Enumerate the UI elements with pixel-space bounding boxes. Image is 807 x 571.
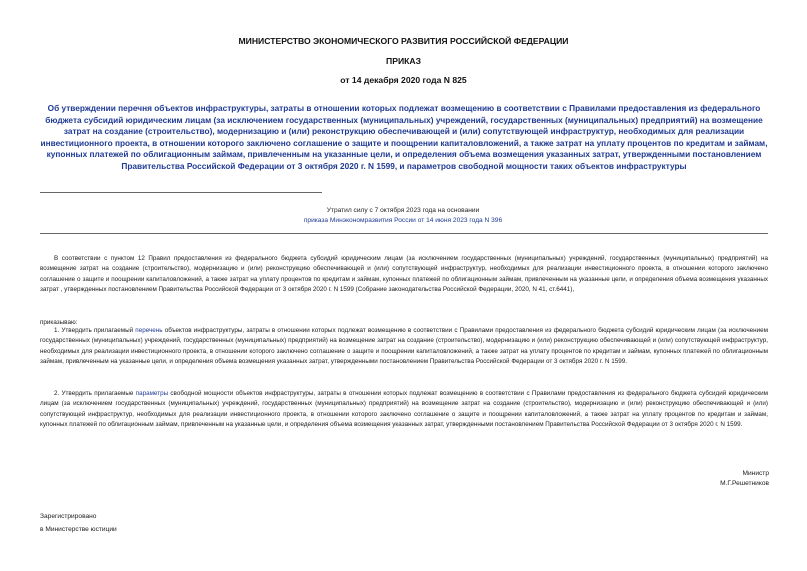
- registration-line-1: Зарегистрировано: [40, 513, 97, 520]
- item-2-paragraph: [40, 389, 768, 430]
- divider-short: [40, 192, 322, 193]
- item-1-paragraph: [40, 326, 768, 367]
- title-text-2: , утвержденными: [618, 149, 693, 160]
- ministry-name: МИНИСТЕРСТВО ЭКОНОМИЧЕСКОГО РАЗВИТИЯ РОССИЙСКОЙ ФЕДЕРАЦИИ: [238, 36, 569, 46]
- divider-full: [40, 233, 768, 234]
- document-title: [40, 103, 768, 173]
- lost-force-note: [160, 206, 646, 226]
- signature-position: Министр: [742, 470, 769, 477]
- order-word: приказываю:: [40, 319, 78, 326]
- item-1-prefix: 1. Утвердить прилагаемый: [54, 327, 136, 334]
- item-2-text: свободной мощности объектов инфраструктуры, затраты в отношении которых подлежат возмещению в соответствии с Правилами предоставления из федерального бюджета субсидий юридическим лицам (за исключением государственных (муниципальных) учреждений, государственных (муниципальных) предприятий) на возмещение затрат на создание (строительство), модернизацию и (или) реконструкцию обеспечивающей и (или) сопутствующей инфраструктур, необходимых для реализации инвестиционного проекта, в отношении которого заключено соглашение о защите и поощрении капиталовложений, а также затрат на уплату процентов по кредитам и займам, купонных платежей по облигационным займам, привлеченным на указанные цели, и определения объема возмещения указанных затрат, утвержденными постановлением Правительства Российской Федерации от 3 октября 2020 г. N 1599.: [40, 390, 768, 428]
- registration-block: [40, 511, 117, 536]
- title-link-parameters[interactable]: параметров свободной мощности таких объектов инфраструктуры: [406, 160, 687, 171]
- preamble-paragraph: В соответствии с пунктом 12 Правил предоставления из федерального бюджета субсидий юридическим лицам (за исключением государственных (муниципальных) учреждений, государственных (муниципальных) предприятий) на возмещение затрат на создание (строительство), модернизацию и (или) реконструкцию обеспечивающей и (или) сопутствующей инфраструктур, необходимых для реализации инвестиционного проекта, в отношении которого заключено соглашение о защите и поощрении капиталовложений, а также затрат на уплату процентов по кредитам и займам, купонных платежей по облигационным займам, привлеченным на указанные цели, и определения объема возмещения указанных затрат , утвержденных постановлением Правительства Российской Федерации от 3 октября 2020 г. N 1599 (Собрание законодательства Российской Федерации, 2020, N 41, ст.6441),: [40, 255, 768, 293]
- document-date-number: от 14 декабря 2020 года N 825: [340, 75, 467, 85]
- title-text-3: , и: [394, 160, 407, 171]
- document-type: ПРИКАЗ: [386, 56, 421, 66]
- item-1-text: объектов инфраструктуры, затраты в отношении которых подлежат возмещению в соответствии с Правилами предоставления из федерального бюджета субсидий юридическим лицам (за исключением государственных (муниципальных) учреждений, государственных (муниципальных) предприятий) на возмещение затрат на создание (строительство), модернизацию и (или) реконструкцию обеспечивающей и (или) сопутствующей инфраструктур, необходимых для реализации инвестиционного проекта, в отношении которого заключено соглашение о защите и поощрении капиталовложений, а также затрат на уплату процентов по кредитам и займам, купонных платежей по облигационным займам, привлеченным на указанные цели, и определения объема возмещения указанных затрат, утвержденными постановлением Правительства Российской Федерации от 3 октября 2020 г. N 1599.: [40, 327, 768, 365]
- signature-block: [720, 469, 769, 490]
- title-text-1: Об утверждении: [47, 103, 119, 113]
- lost-force-line-1: Утратил силу с 7 октября 2023 года на основании: [326, 207, 480, 214]
- title-link-list[interactable]: перечня объектов инфраструктуры, затраты в отношении которых подлежат возмещению в соответствии с: [118, 103, 570, 113]
- item-2-prefix: 2. Утвердить прилагаемые: [54, 390, 136, 397]
- lost-force-link[interactable]: приказа Минэкономразвития России от 14 июня 2023 года N 396: [303, 217, 503, 224]
- registration-line-2: в Министерстве юстиции: [40, 525, 117, 533]
- title-link-rules[interactable]: Правилами предоставления из федерального бюджета субсидий юридическим лицам (за исключением государственных (муниципальных) учреждений, государственных (муниципальных) предприятий) на возмещение затрат на создание (строительство), модернизацию и (или) реконструкцию обеспечивающей и (или) сопутствующей инфраструктур, необходимых для реализации инвестиционного проекта, в отношении которого заключено соглашение о защите и поощрении капиталовложений, а также затрат на уплату процентов по кредитам и займам, купонных платежей по облигационным займам, привлеченным на указанные цели, и определения объема возмещения указанных затрат: [40, 103, 768, 160]
- item-2-link[interactable]: параметры: [135, 390, 169, 397]
- item-1-link[interactable]: перечень: [135, 327, 163, 334]
- signature-name: М.Г.Решетников: [720, 480, 769, 488]
- title-link-resolution[interactable]: постановлением Правительства Российской Федерации от 3 октября 2020 г. N 1599: [121, 149, 762, 171]
